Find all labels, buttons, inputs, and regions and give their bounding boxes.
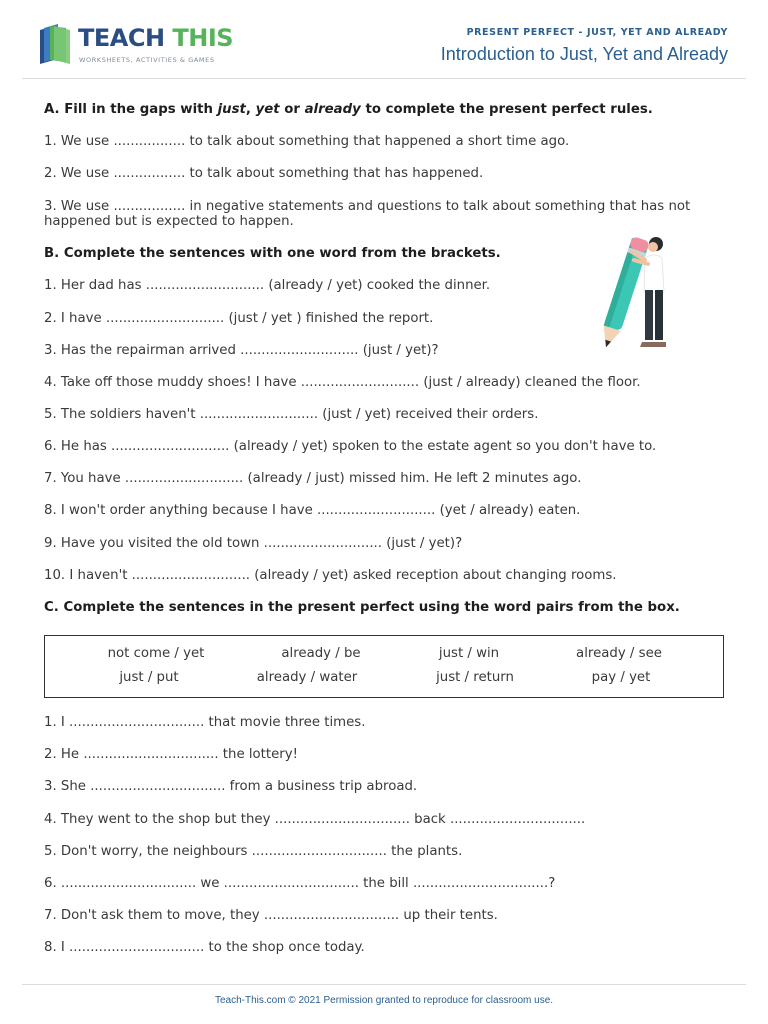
exercise-item: 6. He has ............................ (already / yet) spoken to the estate agent so you don't have to. bbox=[44, 439, 657, 454]
section-b-heading: B. Complete the sentences with one word from the brackets. bbox=[44, 246, 501, 261]
exercise-item: 10. I haven't ............................ (already / yet) asked reception about changing rooms. bbox=[44, 568, 617, 583]
logo-tagline: WORKSHEETS, ACTIVITIES & GAMES bbox=[79, 56, 215, 64]
section-c-heading: C. Complete the sentences in the present perfect using the word pairs from the box. bbox=[44, 600, 680, 615]
section-a-heading-end: to complete the present perfect rules. bbox=[360, 102, 653, 117]
section-a-heading-start: A. Fill in the gaps with bbox=[44, 102, 218, 117]
page-header bbox=[0, 0, 768, 80]
word-pair: not come / yet bbox=[107, 646, 205, 661]
word-pair: just / win bbox=[438, 646, 500, 661]
word-pair: just / return bbox=[436, 670, 514, 685]
exercise-item: 5. Don't worry, the neighbours ................................ the plants. bbox=[44, 844, 463, 859]
word-pairs-box bbox=[44, 635, 724, 698]
word-pair: already / be bbox=[281, 646, 361, 661]
exercise-item: 8. I won't order anything because I have ............................ (yet / already) eaten. bbox=[44, 503, 581, 518]
separator: , bbox=[245, 102, 256, 117]
word-just: just bbox=[217, 102, 246, 117]
header-divider bbox=[22, 78, 746, 79]
header-kicker: PRESENT PERFECT - JUST, YET AND ALREADY bbox=[466, 27, 728, 38]
logo-wordmark bbox=[78, 24, 233, 52]
exercise-item: 5. The soldiers haven't ............................ (just / yet) received their orders. bbox=[44, 407, 539, 422]
word-pair: just / put bbox=[119, 670, 179, 685]
logo-accent-text: THIS bbox=[172, 24, 234, 52]
rule-item: 3. We use ................. in negative statements and questions to talk about something that has not happened but is expected to happen. bbox=[44, 199, 691, 229]
word-pair: pay / yet bbox=[591, 670, 651, 685]
exercise-item: 4. Take off those muddy shoes! I have ............................ (just / already) cleaned the floor. bbox=[44, 375, 641, 390]
exercise-item: 3. She ................................ from a business trip abroad. bbox=[44, 779, 418, 794]
teach-this-logo[interactable] bbox=[36, 22, 236, 70]
exercise-item: 7. Don't ask them to move, they ................................ up their tents. bbox=[44, 908, 498, 923]
separator: or bbox=[279, 102, 305, 117]
exercise-item: 9. Have you visited the old town ............................ (just / yet)? bbox=[44, 536, 463, 551]
word-already: already bbox=[304, 102, 361, 117]
section-a-heading bbox=[44, 102, 653, 117]
footer-copyright[interactable]: Teach-This.com © 2021 Permission granted to reproduce for classroom use. bbox=[214, 995, 554, 1006]
logo-main-text: TEACH bbox=[78, 24, 165, 52]
exercise-item: 3. Has the repairman arrived ............................ (just / yet)? bbox=[44, 343, 439, 358]
exercise-item: 2. I have ............................ (just / yet ) finished the report. bbox=[44, 311, 434, 326]
word-pair: already / see bbox=[576, 646, 662, 661]
word-yet: yet bbox=[255, 102, 280, 117]
exercise-item: 1. I ................................ that movie three times. bbox=[44, 715, 366, 730]
exercise-item: 4. They went to the shop but they ................................ back ................................ bbox=[44, 812, 586, 827]
rule-item: 1. We use ................. to talk about something that happened a short time ago. bbox=[44, 134, 570, 149]
book-logo-icon bbox=[36, 22, 76, 66]
exercise-item: 2. He ................................ the lottery! bbox=[44, 747, 298, 762]
exercise-item: 7. You have ............................ (already / just) missed him. He left 2 minutes ago. bbox=[44, 471, 582, 486]
exercise-item: 6. ................................ we ................................ the bill ................................? bbox=[44, 876, 556, 891]
exercise-item: 1. Her dad has ............................ (already / yet) cooked the dinner. bbox=[44, 278, 491, 293]
word-pair: already / water bbox=[256, 670, 358, 685]
footer-divider bbox=[22, 984, 746, 985]
rule-item: 2. We use ................. to talk about something that has happened. bbox=[44, 166, 484, 181]
girl-with-pencil-illustration bbox=[598, 230, 678, 360]
exercise-item: 8. I ................................ to the shop once today. bbox=[44, 940, 365, 955]
page-title: Introduction to Just, Yet and Already bbox=[440, 44, 728, 64]
